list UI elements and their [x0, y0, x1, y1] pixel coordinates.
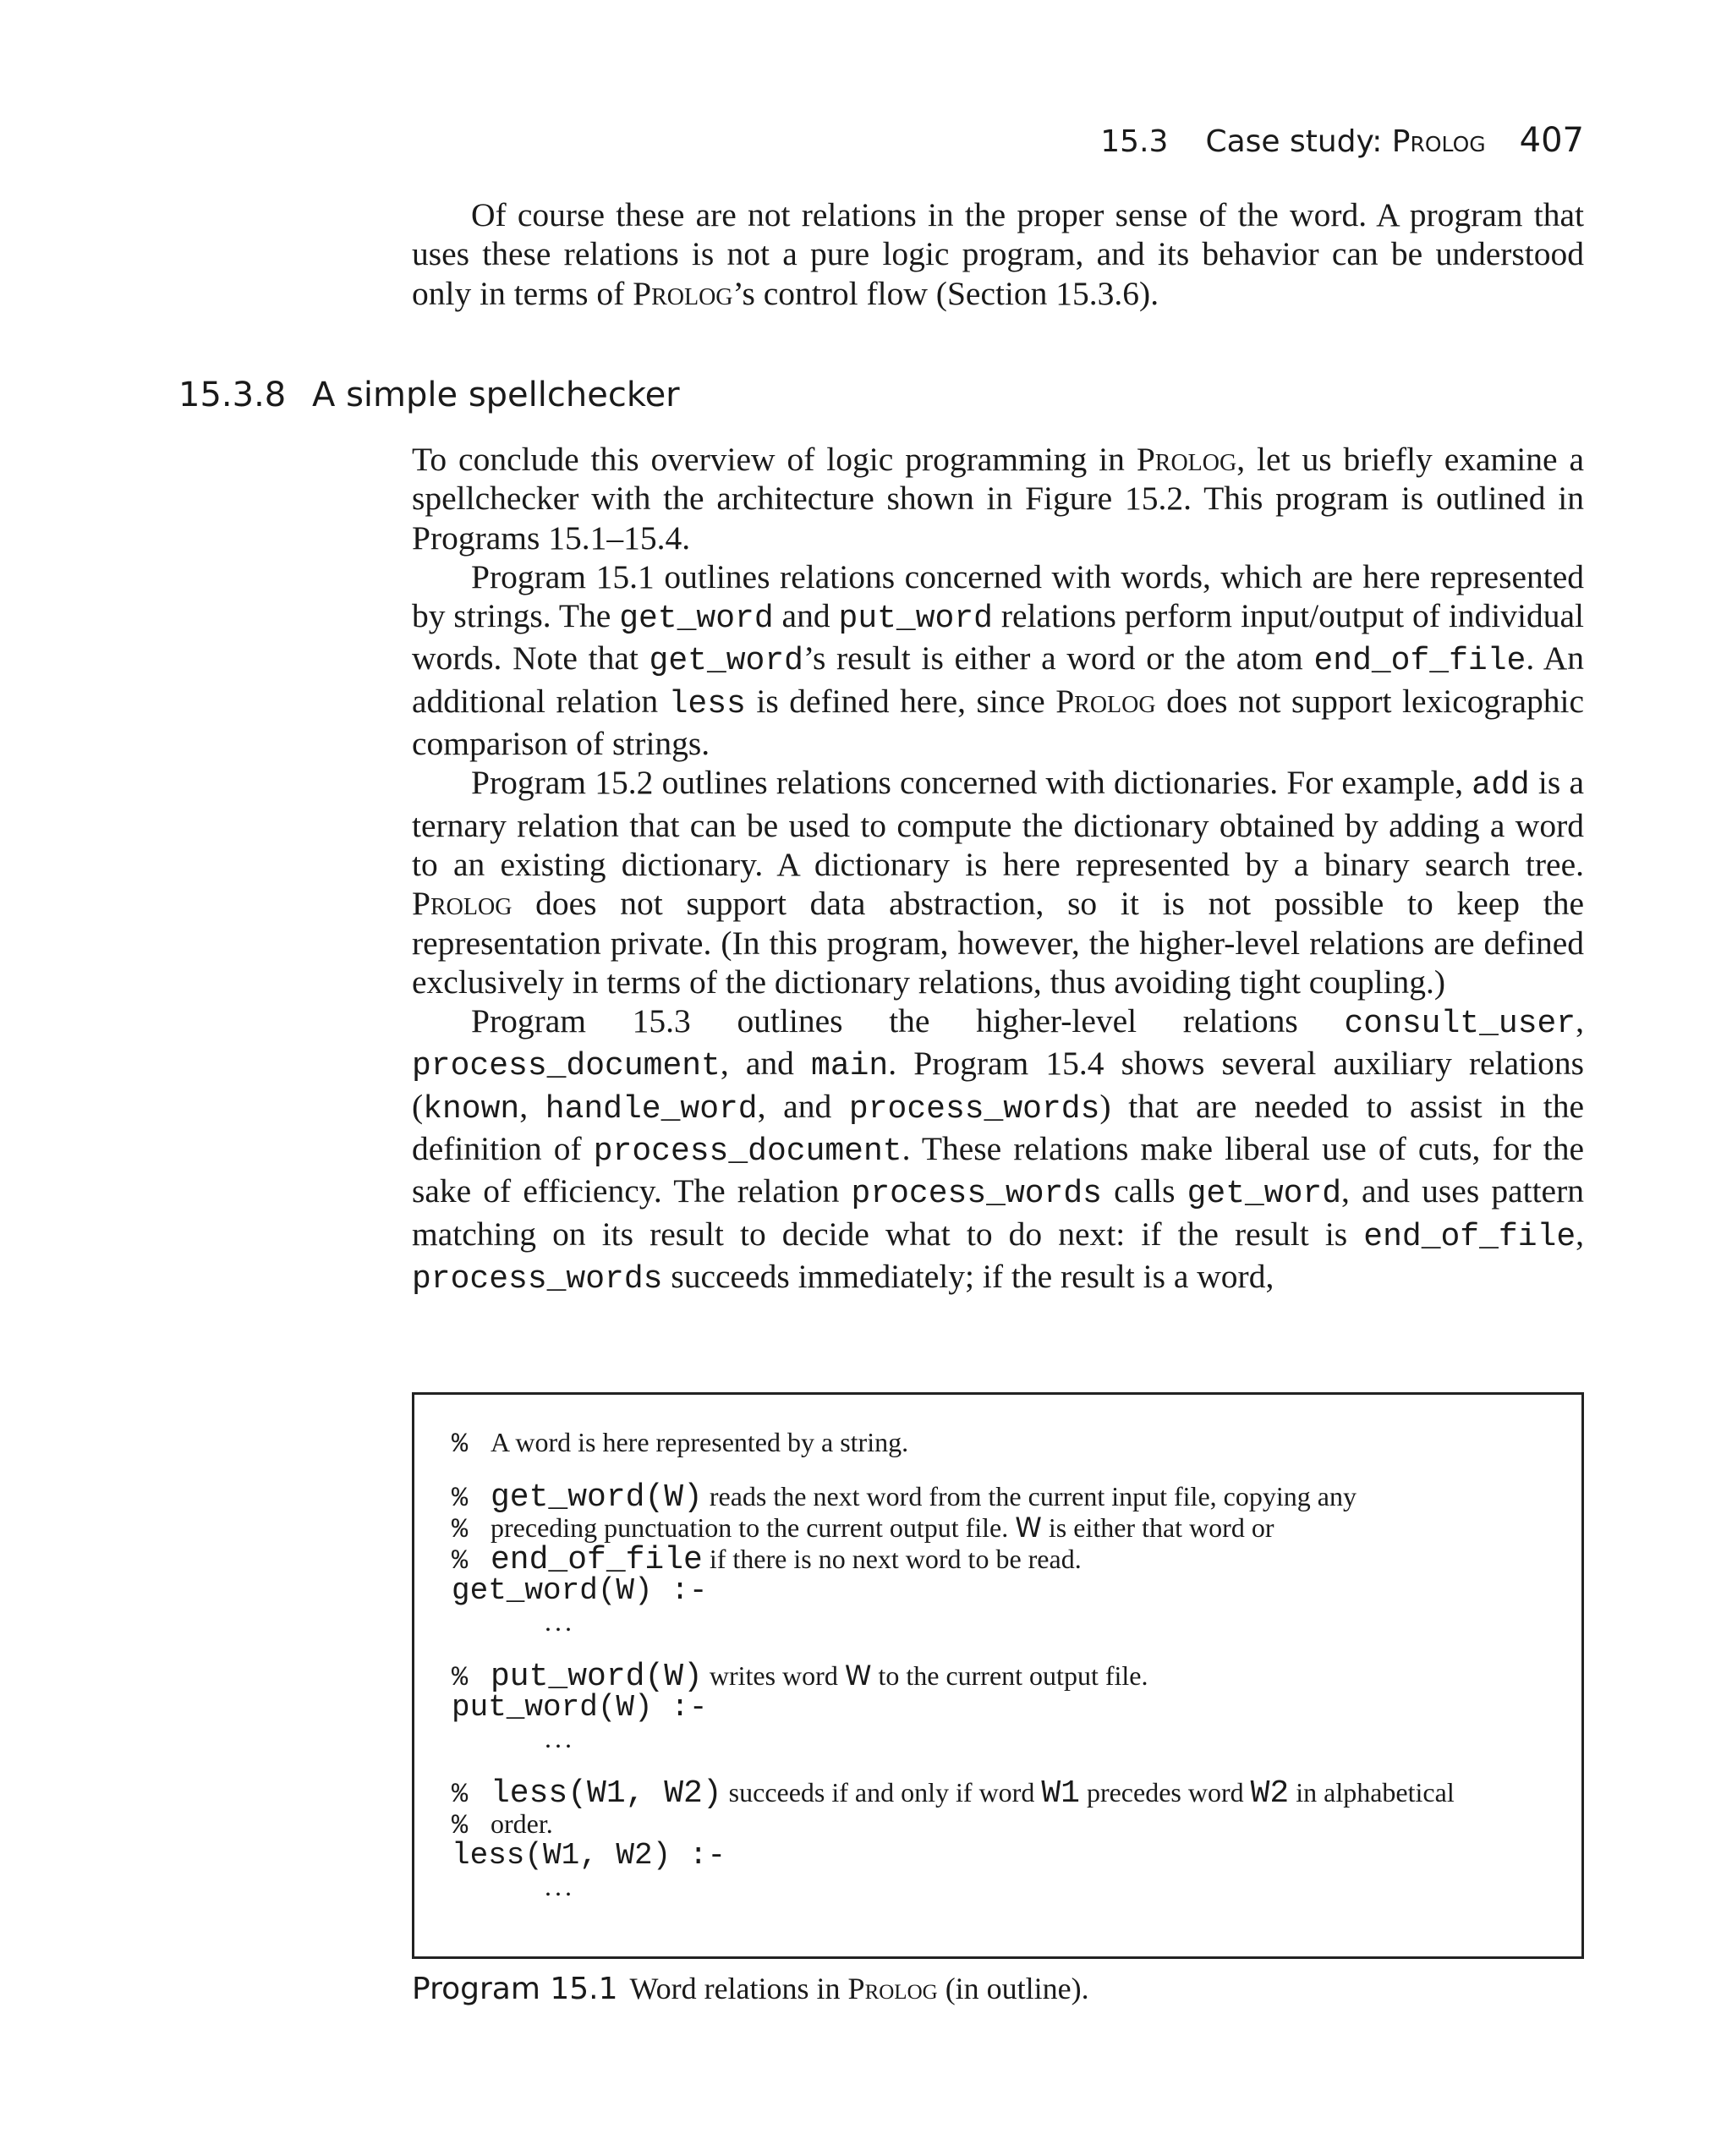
caption-text: Word relations in Prolog (in outline).	[629, 1972, 1089, 2005]
code-comment-line: % A word is here represented by a string.	[452, 1427, 909, 1460]
intro-text	[412, 195, 1584, 313]
code-comment-line: % less(W1, W2) succeeds if and only if word W1 precedes word W2 in alphabetical	[452, 1775, 1455, 1812]
section-title: Case study: Prolog	[1205, 124, 1486, 159]
code-ellipsis: ...	[545, 1606, 575, 1637]
code-line: less(W1, W2) :-	[452, 1838, 726, 1873]
subsection-heading	[178, 376, 680, 414]
code-comment-line: % get_word(W) reads the next word from the current input file, copying any	[452, 1479, 1357, 1516]
code-comment-line: % order.	[452, 1808, 553, 1841]
code-ellipsis: ...	[545, 1723, 575, 1753]
page-number: 407	[1519, 121, 1584, 160]
code-comment-line: % end_of_file if there is no next word to be read.	[452, 1542, 1082, 1578]
paragraph: Program 15.3 outlines the higher-level relations consult_user, process_document, and main. Program 15.4 shows several auxiliary relations (known, handle_word, and process_words) that are needed to assist in the definition of process_document. These relations make liberal use of cuts, for the sake of efficiency. The relation process_words calls get_word, and uses pattern matching on its result to decide what to do next: if the result is end_of_file, process_words succeeds immediately; if the result is a word,	[412, 1002, 1585, 1297]
caption-label: Program 15.1	[412, 1972, 618, 2006]
paragraph: Of course these are not relations in the proper sense of the word. A program that uses these relations is not a pure logic program, and its behavior can be understood only in terms of Prolog’s control flow (Section 15.3.6).	[412, 196, 1584, 312]
running-head	[1100, 121, 1584, 160]
subsection-title: A simple spellchecker	[312, 376, 680, 414]
code-line: get_word(W) :-	[452, 1573, 708, 1608]
program-listing	[412, 1392, 1584, 1959]
code-ellipsis: ...	[545, 1871, 575, 1901]
program-caption	[412, 1971, 1089, 2006]
code-comment-line: % preceding punctuation to the current output file. W is either that word or	[452, 1511, 1274, 1545]
code-comment-line: % put_word(W) writes word W to the current output file.	[452, 1659, 1148, 1695]
paragraph: To conclude this overview of logic programming in Prolog, let us briefly examine a spellchecker with the architecture shown in Figure 15.2. This program is outlined in Programs 15.1–15.4.	[412, 441, 1584, 557]
paragraph: Program 15.2 outlines relations concerned with dictionaries. For example, add is a ternary relation that can be used to compute the dictionary obtained by adding a word to an existing dictionary. A dictionary is here represented by a binary search tree. Prolog does not support data abstraction, so it is not possible to keep the representation private. (In this program, however, the higher-level relations are defined exclusively in terms of the dictionary relations, thus avoiding tight coupling.)	[412, 764, 1584, 1001]
code-block	[452, 1427, 1568, 1902]
body-text	[412, 440, 1584, 1299]
paragraph: Program 15.1 outlines relations concerned with words, which are here represented by strings. The get_word and put_word relations perform input/output of individual words. Note that get_word’s result is either a word or the atom end_of_file. An additional relation less is defined here, since Prolog does not support lexicographic comparison of strings.	[412, 557, 1584, 763]
subsection-number: 15.3.8	[178, 376, 287, 414]
section-number: 15.3	[1100, 124, 1169, 159]
code-line: put_word(W) :-	[452, 1690, 708, 1725]
